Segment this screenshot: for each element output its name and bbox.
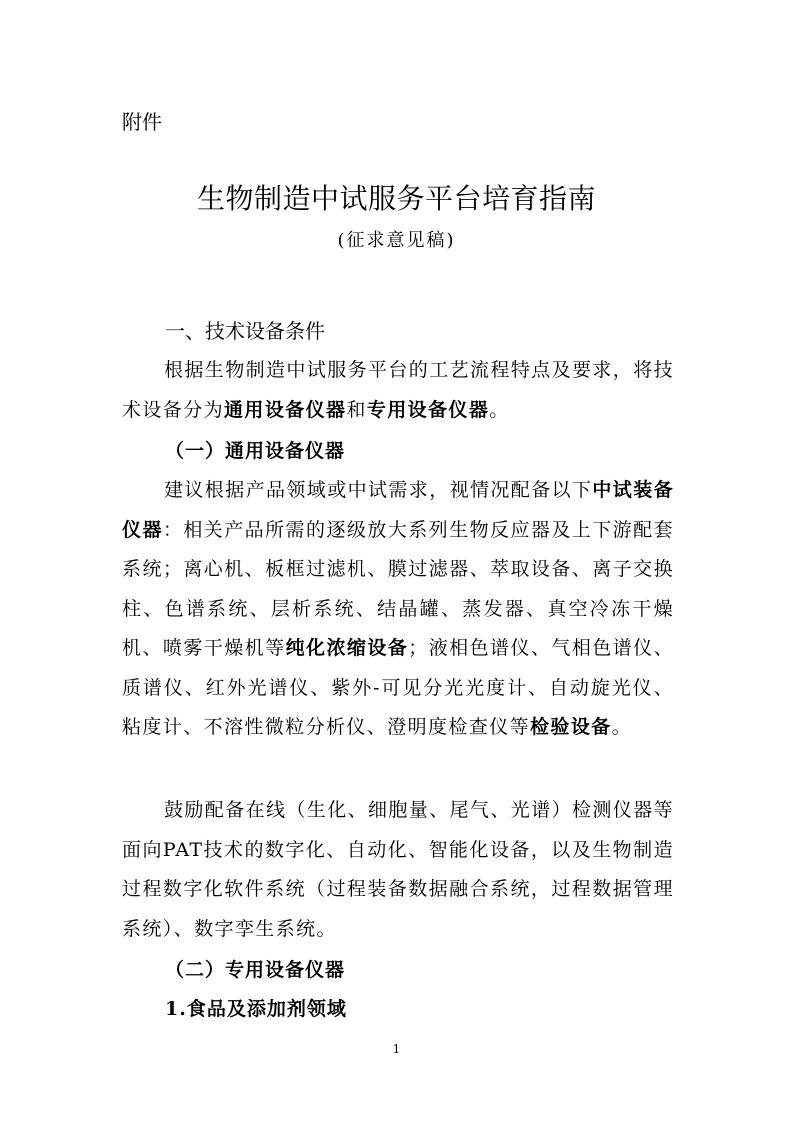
text-run: 。 — [489, 398, 510, 421]
text-run: 。 — [611, 716, 633, 738]
document-subtitle: (征求意见稿) — [337, 230, 456, 251]
subsection-heading-general-equipment: （一）通用设备仪器 — [165, 440, 346, 462]
subsection-heading-special-equipment: （二）专用设备仪器 — [165, 959, 346, 981]
bold-term-purification-equipment: 纯化浓缩设备 — [285, 637, 409, 659]
bold-term-general-equipment: 通用设备仪器 — [224, 398, 347, 421]
paragraph-digital-equipment: 鼓励配备在线（生化、细胞量、尾气、光谱）检测仪器等面向PAT技术的数字化、自动化、智能化设备，以及生物制造过程数字化软件系统（过程装备数据融合系统，过程数据管理系统）、数字孪生系统。 — [122, 799, 675, 940]
text-run: ：相关产品所需的逐级放大系列生物反应器及上下游配套系统；离心机、板框过滤机、膜过滤器、萃取设备、离子交换柱、色谱系统、层析系统、结晶罐、蒸发器、真空冷冻干燥机、喷雾干燥机等 — [122, 518, 674, 659]
text-run: 建议根据产品领域或中试需求，视情况配备以下 — [164, 479, 593, 501]
attachment-label: 附件 — [122, 110, 162, 134]
paragraph-general-equipment-list — [122, 471, 674, 748]
bold-term-special-equipment: 专用设备仪器 — [366, 398, 490, 421]
document-title: 生物制造中试服务平台培育指南 — [196, 182, 596, 215]
subsection-heading-food-additives: 1.食品及添加剂领域 — [165, 998, 347, 1020]
bold-term-inspection-equipment: 检验设备 — [530, 716, 612, 738]
bold-term-pilot-equipment: 中试装备仪器 — [122, 479, 675, 541]
text-run: 根据生物制造中试服务平台的工艺流程特点及要求，将技术设备分为 — [122, 359, 675, 421]
text-run: ；液相色谱仪、气相色谱仪、质谱仪、红外光谱仪、紫外-可见分光光度计、自动旋光仪、粘度计、不溶性微粒分析仪、澄明度检查仪等 — [122, 637, 675, 738]
paragraph-equipment-classification — [122, 351, 674, 430]
page-number: 1 — [392, 1042, 401, 1056]
section-heading-technical-equipment: 一、技术设备条件 — [165, 319, 325, 343]
text-run: 和 — [346, 398, 367, 421]
